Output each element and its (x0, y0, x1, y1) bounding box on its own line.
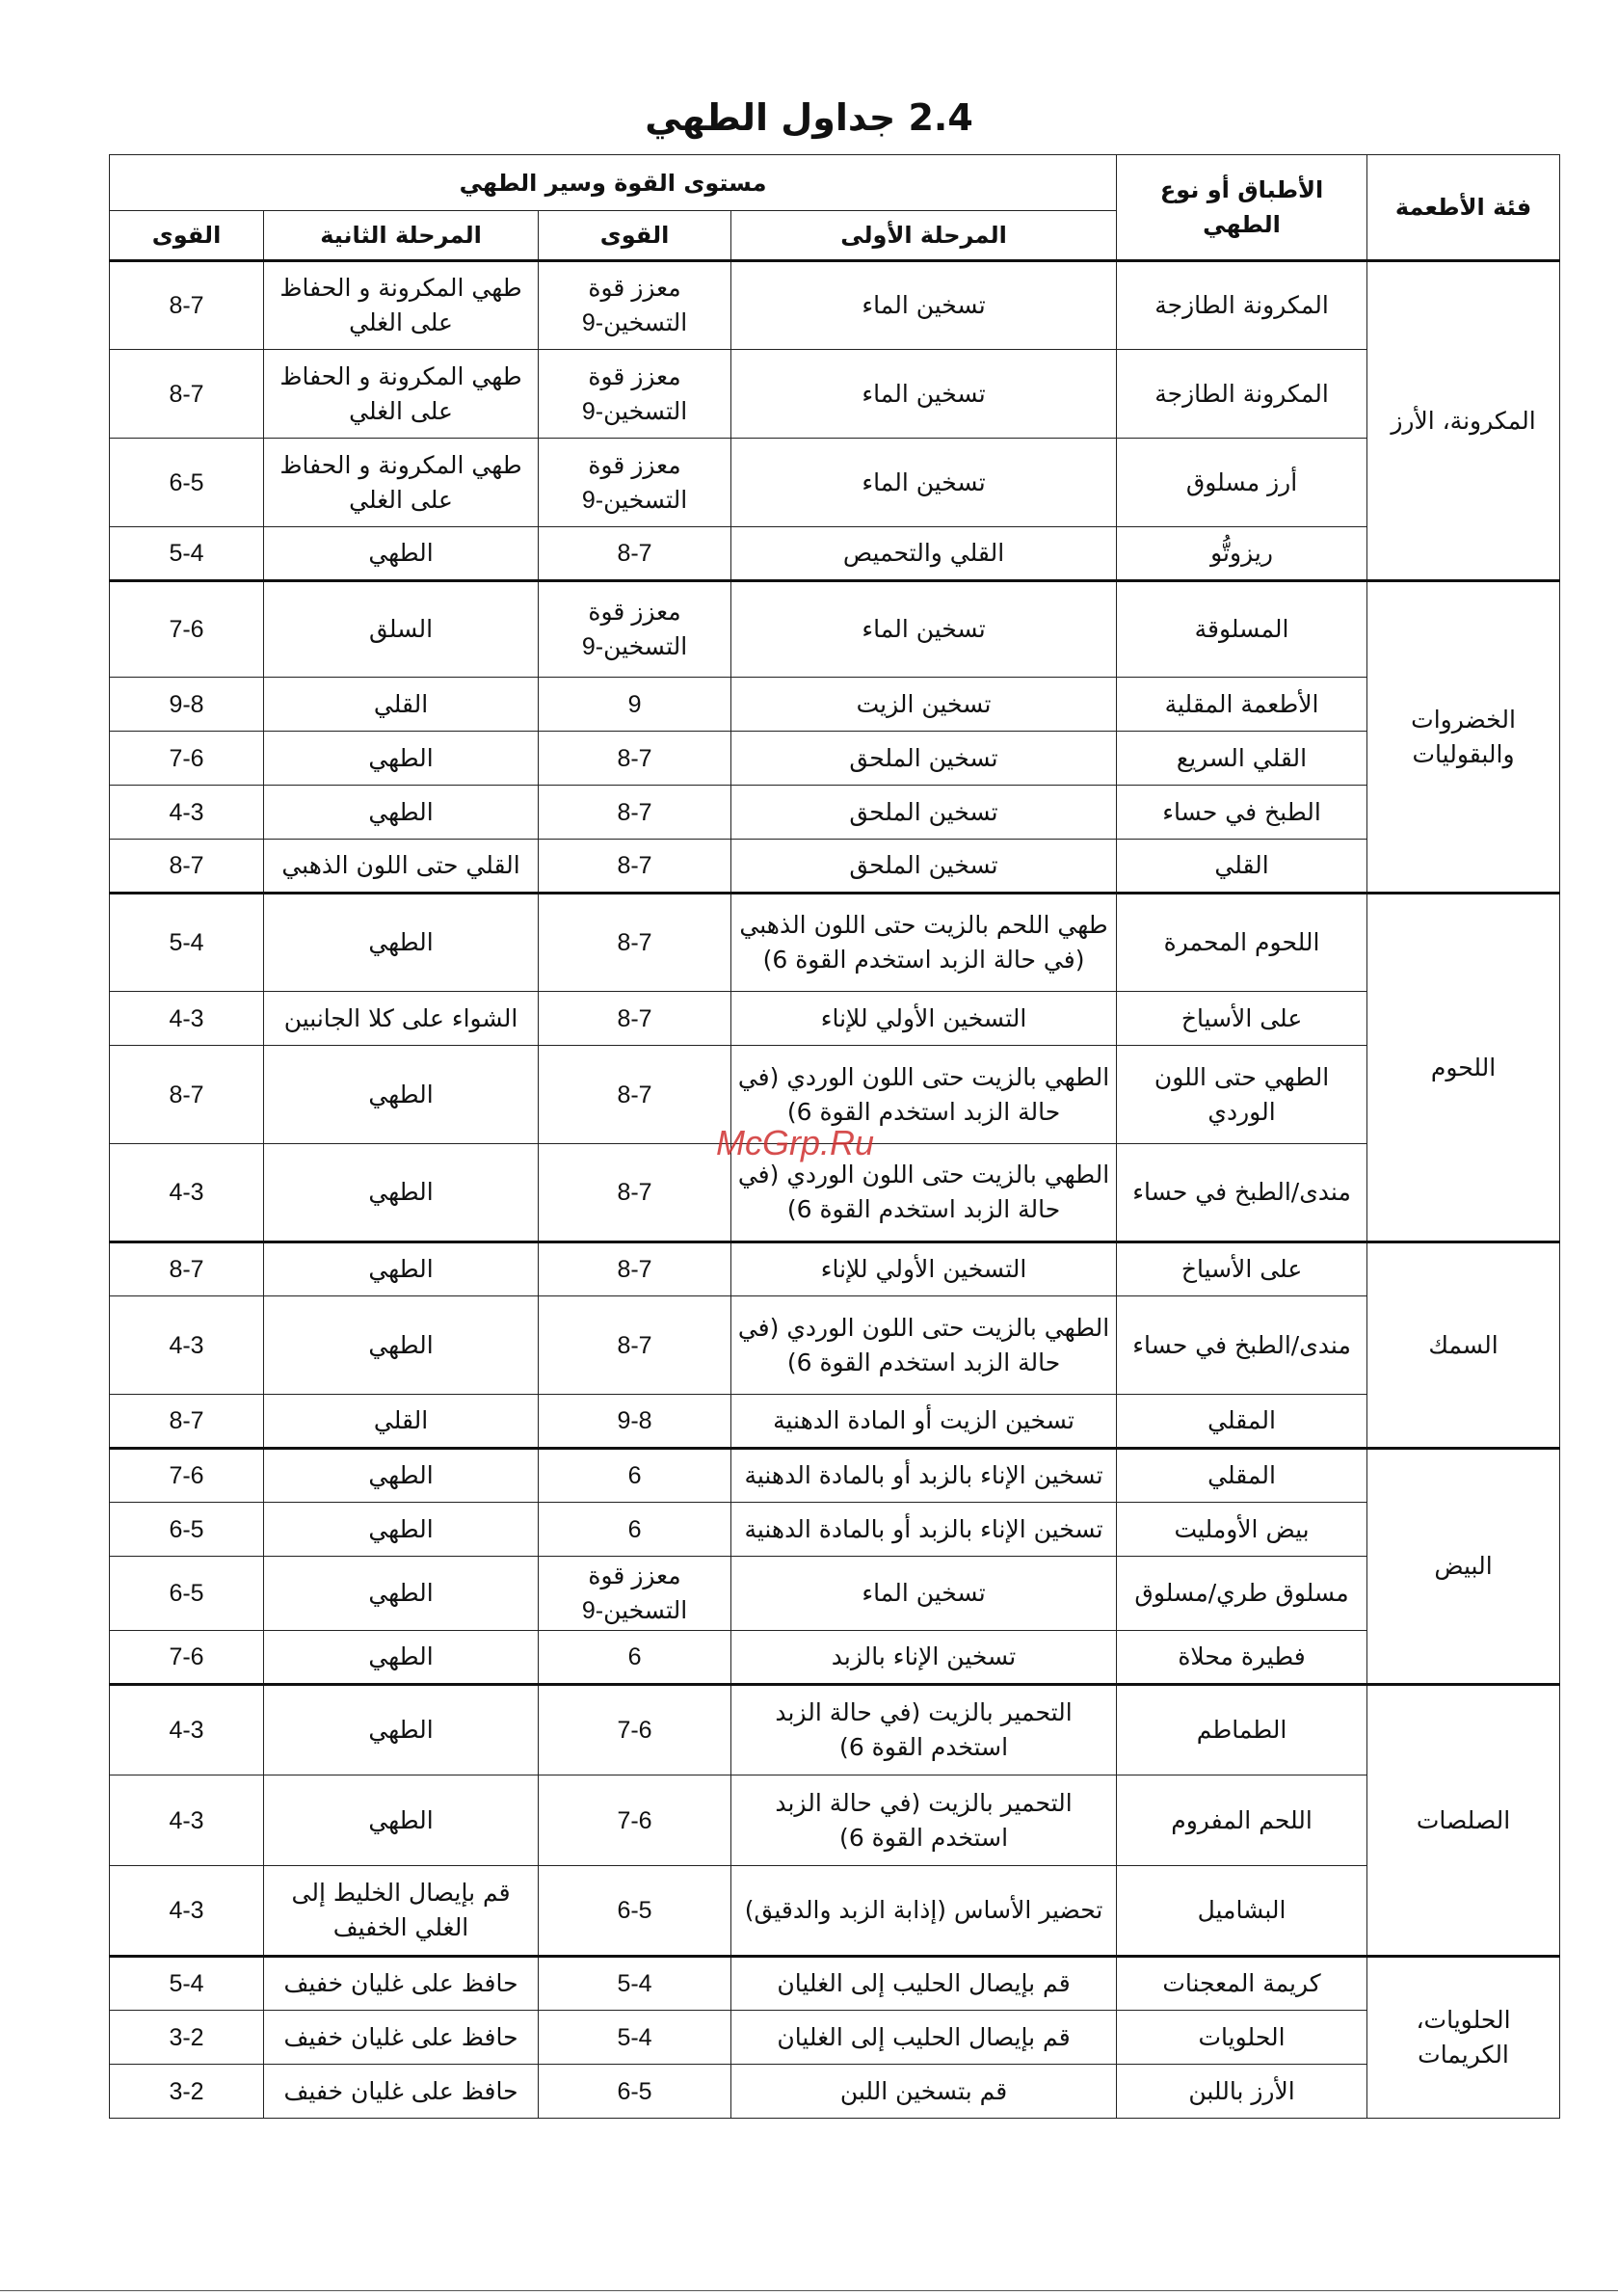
dish-cell: الأرز باللبن (1117, 2065, 1367, 2119)
power1-cell: معزز قوة التسخين-9 (539, 261, 731, 350)
dish-cell: على الأسياخ (1117, 1242, 1367, 1296)
power1-cell: 6 (539, 1631, 731, 1685)
page-title: 2.4 جداول الطهي (645, 96, 973, 139)
stage1-cell: التحمير بالزيت (في حالة الزبد استخدم القوة 6) (731, 1775, 1117, 1866)
power1-cell: 8-7 (539, 527, 731, 581)
power2-cell: 8-7 (110, 1046, 264, 1144)
stage2-cell: الطهي (264, 732, 539, 786)
power1-cell: 8-7 (539, 894, 731, 992)
stage2-cell: القلي حتى اللون الذهبي (264, 840, 539, 894)
category-cell: الحلويات، الكريمات (1367, 1957, 1560, 2119)
stage1-cell: التحمير بالزيت (في حالة الزبد استخدم القوة 6) (731, 1685, 1117, 1775)
header-power-group: مستوى القوة وسير الطهي (110, 155, 1117, 211)
watermark: McGrp.Ru (716, 1123, 875, 1162)
power2-cell: 6-5 (110, 439, 264, 527)
stage2-cell: الطهي (264, 1296, 539, 1395)
stage2-cell: الطهي (264, 1242, 539, 1296)
stage1-cell: طهي اللحم بالزيت حتى اللون الذهبي (في حالة الزبد استخدم القوة 6) (731, 894, 1117, 992)
stage1-cell: تسخين الزيت أو المادة الدهنية (731, 1395, 1117, 1449)
dish-cell: البشاميل (1117, 1866, 1367, 1957)
stage1-cell: تسخين الماء (731, 1557, 1117, 1631)
dish-cell: فطيرة محلاة (1117, 1631, 1367, 1685)
power2-cell: 6-5 (110, 1503, 264, 1557)
stage2-cell: الطهي (264, 1144, 539, 1242)
stage1-cell: قم بإيصال الحليب إلى الغليان (731, 1957, 1117, 2011)
table-row (110, 350, 1560, 439)
stage2-cell: الشواء على كلا الجانبين (264, 992, 539, 1046)
stage1-cell: تسخين الإناء بالزبد أو بالمادة الدهنية (731, 1503, 1117, 1557)
table-row (110, 1866, 1560, 1957)
stage1-cell: تسخين الزيت (731, 678, 1117, 732)
power2-cell: 8-7 (110, 350, 264, 439)
stage2-cell: الطهي (264, 1631, 539, 1685)
stage1-cell: الطهي بالزيت حتى اللون الوردي (في حالة الزبد استخدم القوة 6) (731, 1144, 1117, 1242)
stage2-cell: طهي المكرونة و الحفاظ على الغلي (264, 439, 539, 527)
table-row (110, 1557, 1560, 1631)
stage2-cell: الطهي (264, 1046, 539, 1144)
stage2-cell: الطهي (264, 1775, 539, 1866)
stage2-cell: القلي (264, 1395, 539, 1449)
stage2-cell: الطهي (264, 1685, 539, 1775)
category-cell: اللحوم (1367, 894, 1560, 1242)
power2-cell: 9-8 (110, 678, 264, 732)
stage2-cell: قم بإيصال الخليط إلى الغلي الخفيف (264, 1866, 539, 1957)
power1-cell: 8-7 (539, 1144, 731, 1242)
table-row (110, 1242, 1560, 1296)
power2-cell: 6-5 (110, 1557, 264, 1631)
power2-cell: 4-3 (110, 1685, 264, 1775)
stage2-cell: القلي (264, 678, 539, 732)
table-row (110, 1296, 1560, 1395)
stage1-cell: تسخين الماء (731, 261, 1117, 350)
table-row (110, 1775, 1560, 1866)
dish-cell: الطبخ في حساء (1117, 786, 1367, 840)
category-cell: الخضروات والبقوليات (1367, 581, 1560, 894)
table-row (110, 1503, 1560, 1557)
power2-cell: 7-6 (110, 1449, 264, 1503)
dish-cell: كريمة المعجنات (1117, 1957, 1367, 2011)
power2-cell: 4-3 (110, 992, 264, 1046)
power2-cell: 3-2 (110, 2011, 264, 2065)
stage1-cell: تسخين الملحق (731, 732, 1117, 786)
dish-cell: ريزوتُّو (1117, 527, 1367, 581)
stage1-cell: تسخين الملحق (731, 786, 1117, 840)
stage2-cell: الطهي (264, 1503, 539, 1557)
stage1-cell: تسخين الماء (731, 581, 1117, 678)
table-row (110, 1685, 1560, 1775)
power1-cell: معزز قوة التسخين-9 (539, 1557, 731, 1631)
stage1-cell: تحضير الأساس (إذابة الزبد والدقيق) (731, 1866, 1117, 1957)
power1-cell: 8-7 (539, 840, 731, 894)
stage1-cell: القلي والتحميص (731, 527, 1117, 581)
power1-cell: معزز قوة التسخين-9 (539, 350, 731, 439)
stage1-cell: قم بإيصال الحليب إلى الغليان (731, 2011, 1117, 2065)
stage1-cell: تسخين الماء (731, 350, 1117, 439)
dish-cell: الحلويات (1117, 2011, 1367, 2065)
power1-cell: 8-7 (539, 786, 731, 840)
power2-cell: 3-2 (110, 2065, 264, 2119)
table-row (110, 1449, 1560, 1503)
power1-cell: 6 (539, 1503, 731, 1557)
category-cell: الصلصات (1367, 1685, 1560, 1957)
stage1-cell: التسخين الأولي للإناء (731, 1242, 1117, 1296)
dish-cell: الطماطم (1117, 1685, 1367, 1775)
dish-cell: بيض الأومليت (1117, 1503, 1367, 1557)
category-cell: البيض (1367, 1449, 1560, 1685)
table-row (110, 527, 1560, 581)
table-row (110, 678, 1560, 732)
dish-cell: الطهي حتى اللون الوردي (1117, 1046, 1367, 1144)
power2-cell: 4-3 (110, 1296, 264, 1395)
page-bottom-rule (0, 2290, 1618, 2291)
power2-cell: 8-7 (110, 1395, 264, 1449)
table-row (110, 2065, 1560, 2119)
stage2-cell: الطهي (264, 786, 539, 840)
stage2-cell: الطهي (264, 527, 539, 581)
dish-cell: المسلوقة (1117, 581, 1367, 678)
category-cell: السمك (1367, 1242, 1560, 1449)
table-row (110, 1631, 1560, 1685)
stage2-cell: حافظ على غليان خفيف (264, 2065, 539, 2119)
dish-cell: مندى/الطبخ في حساء (1117, 1296, 1367, 1395)
dish-cell: القلي السريع (1117, 732, 1367, 786)
power1-cell: 8-7 (539, 732, 731, 786)
power1-cell: 8-7 (539, 1046, 731, 1144)
stage1-cell: الطهي بالزيت حتى اللون الوردي (في حالة الزبد استخدم القوة 6) (731, 1296, 1117, 1395)
stage1-cell: تسخين الإناء بالزبد (731, 1631, 1117, 1685)
power2-cell: 8-7 (110, 1242, 264, 1296)
table-row (110, 786, 1560, 840)
dish-cell: مسلوق طري/مسلوق (1117, 1557, 1367, 1631)
power2-cell: 4-3 (110, 1866, 264, 1957)
dish-cell: الأطعمة المقلية (1117, 678, 1367, 732)
table-row (110, 2011, 1560, 2065)
power2-cell: 8-7 (110, 840, 264, 894)
stage2-cell: حافظ على غليان خفيف (264, 2011, 539, 2065)
header-power1: القوى (539, 211, 731, 261)
table-row (110, 992, 1560, 1046)
power1-cell: 8-7 (539, 1296, 731, 1395)
table-row (110, 840, 1560, 894)
stage2-cell: الطهي (264, 1557, 539, 1631)
stage1-cell: قم بتسخين اللبن (731, 2065, 1117, 2119)
dish-cell: المكرونة الطازجة (1117, 261, 1367, 350)
dish-cell: على الأسياخ (1117, 992, 1367, 1046)
dish-cell: المقلي (1117, 1395, 1367, 1449)
stage1-cell: الطهي بالزيت حتى اللون الوردي (في حالة الزبد استخدم القوة 6) (731, 1046, 1117, 1144)
dish-cell: القلي (1117, 840, 1367, 894)
stage2-cell: طهي المكرونة و الحفاظ على الغلي (264, 261, 539, 350)
stage1-cell: التسخين الأولي للإناء (731, 992, 1117, 1046)
power1-cell: 6-5 (539, 1866, 731, 1957)
table-row (110, 894, 1560, 992)
stage1-cell: تسخين الإناء بالزبد أو بالمادة الدهنية (731, 1449, 1117, 1503)
header-stage2: المرحلة الثانية (264, 211, 539, 261)
table-row (110, 1957, 1560, 2011)
table-row (110, 1395, 1560, 1449)
dish-cell: مندى/الطبخ في حساء (1117, 1144, 1367, 1242)
power2-cell: 7-6 (110, 581, 264, 678)
table-body (110, 261, 1560, 2119)
power1-cell: 7-6 (539, 1685, 731, 1775)
stage2-cell: طهي المكرونة و الحفاظ على الغلي (264, 350, 539, 439)
dish-cell: المقلي (1117, 1449, 1367, 1503)
power2-cell: 7-6 (110, 1631, 264, 1685)
power1-cell: 8-7 (539, 992, 731, 1046)
dish-cell: اللحوم المحمرة (1117, 894, 1367, 992)
header-stage1: المرحلة الأولى (731, 211, 1117, 261)
power1-cell: 9-8 (539, 1395, 731, 1449)
power1-cell: 5-4 (539, 1957, 731, 2011)
stage2-cell: السلق (264, 581, 539, 678)
stage2-cell: حافظ على غليان خفيف (264, 1957, 539, 2011)
power2-cell: 5-4 (110, 1957, 264, 2011)
dish-cell: اللحم المفروم (1117, 1775, 1367, 1866)
power2-cell: 5-4 (110, 894, 264, 992)
stage2-cell: الطهي (264, 894, 539, 992)
stage1-cell: تسخين الملحق (731, 840, 1117, 894)
header-category: فئة الأطعمة (1367, 155, 1560, 261)
header-power2: القوى (110, 211, 264, 261)
category-cell: المكرونة، الأرز (1367, 261, 1560, 581)
power1-cell: 5-4 (539, 2011, 731, 2065)
table-row (110, 732, 1560, 786)
power1-cell: معزز قوة التسخين-9 (539, 581, 731, 678)
power2-cell: 4-3 (110, 1144, 264, 1242)
power1-cell: 6 (539, 1449, 731, 1503)
power2-cell: 4-3 (110, 1775, 264, 1866)
table-row (110, 261, 1560, 350)
power2-cell: 8-7 (110, 261, 264, 350)
table-row (110, 439, 1560, 527)
table-row (110, 581, 1560, 678)
power1-cell: 6-5 (539, 2065, 731, 2119)
stage2-cell: الطهي (264, 1449, 539, 1503)
power2-cell: 5-4 (110, 527, 264, 581)
header-dish: الأطباق أو نوع الطهي (1117, 155, 1367, 261)
stage1-cell: تسخين الماء (731, 439, 1117, 527)
power1-cell: 9 (539, 678, 731, 732)
power1-cell: 8-7 (539, 1242, 731, 1296)
power2-cell: 4-3 (110, 786, 264, 840)
dish-cell: أرز مسلوق (1117, 439, 1367, 527)
power1-cell: معزز قوة التسخين-9 (539, 439, 731, 527)
power1-cell: 7-6 (539, 1775, 731, 1866)
power2-cell: 7-6 (110, 732, 264, 786)
dish-cell: المكرونة الطازجة (1117, 350, 1367, 439)
